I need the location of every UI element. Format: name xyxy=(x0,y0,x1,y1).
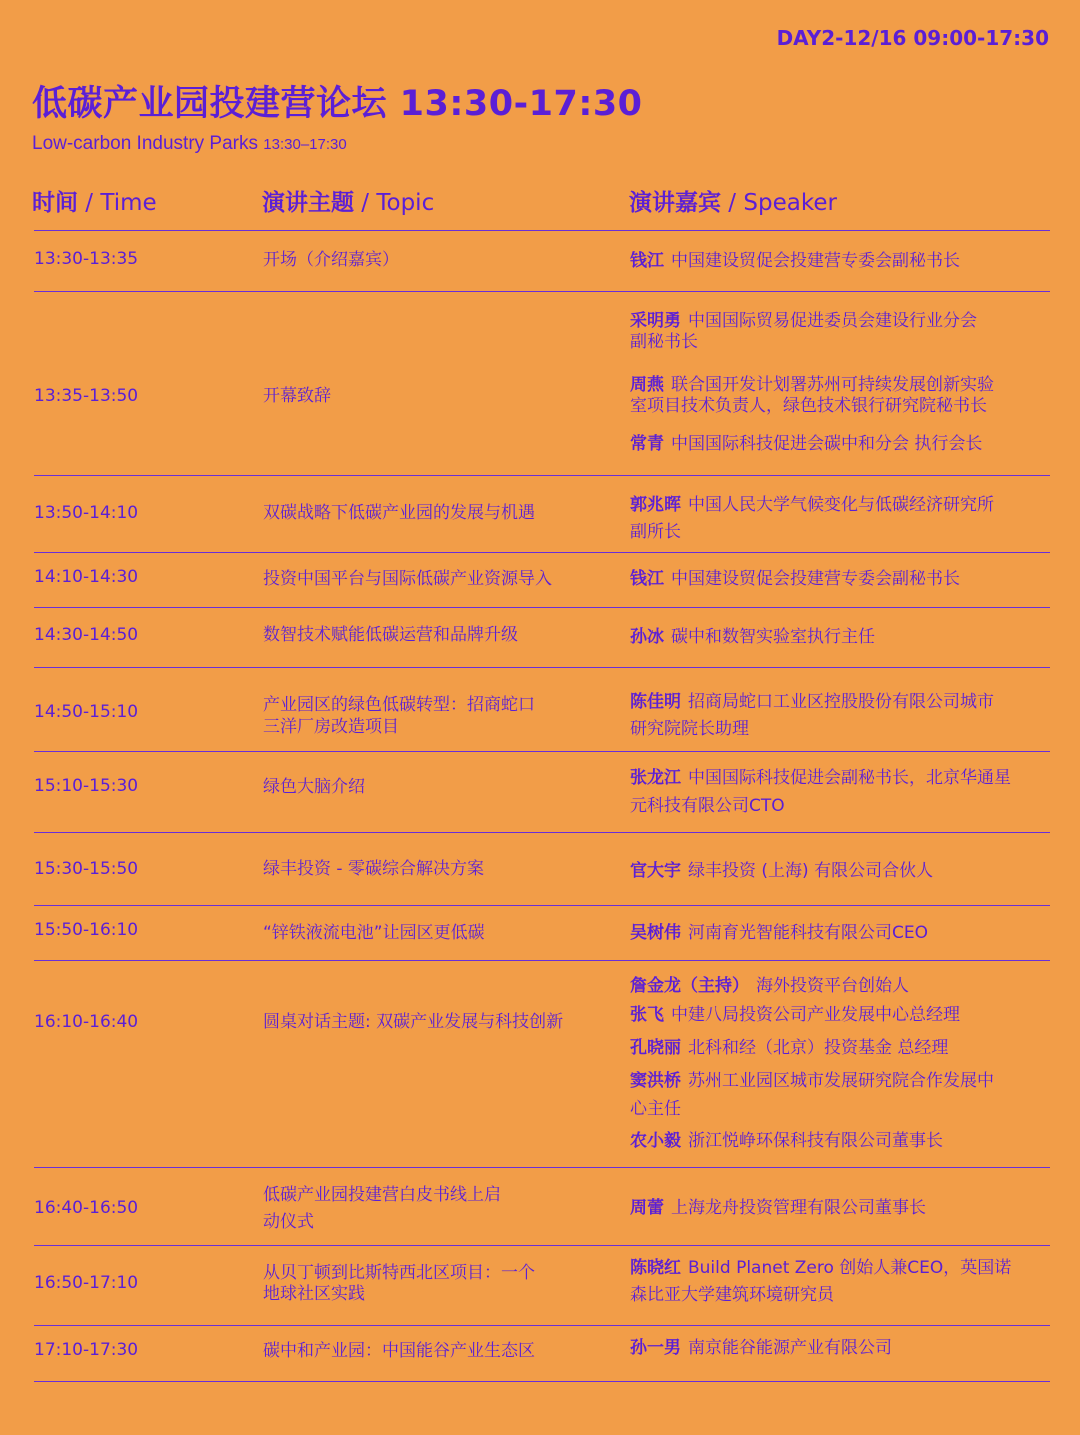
header-time xyxy=(32,184,157,217)
time-cell: 13:30-13:35 xyxy=(34,249,139,269)
speaker-title: 浙江悦峥环保科技有限公司董事长 xyxy=(688,1131,943,1151)
subtitle-time: 13:30–17:30 xyxy=(263,136,347,153)
speaker-name: 陈佳明 xyxy=(630,692,681,712)
speaker-cell xyxy=(630,922,928,944)
row-divider xyxy=(34,832,1050,833)
speaker-title: 中建八局投资公司产业发展中心总经理 xyxy=(671,1005,960,1025)
time-cell: 16:10-16:40 xyxy=(34,1012,139,1032)
topic-cell: 数智技术赋能低碳运营和品牌升级 xyxy=(263,625,518,645)
speaker-title: 北科和经（北京）投资基金 总经理 xyxy=(688,1038,949,1058)
speaker-title: 元科技有限公司CTO xyxy=(630,796,785,816)
time-cell: 16:40-16:50 xyxy=(34,1198,139,1218)
speaker-cell xyxy=(630,1130,943,1152)
speaker-title: 副秘书长 xyxy=(630,332,698,352)
speaker-cell xyxy=(630,795,785,817)
speaker-title: 中国国际科技促进会碳中和分会 执行会长 xyxy=(671,434,983,454)
speaker-title: Build Planet Zero 创始人兼CEO，英国诺 xyxy=(688,1258,1012,1278)
time-cell: 13:35-13:50 xyxy=(34,386,139,406)
speaker-cell xyxy=(630,1098,681,1120)
page-title: 低碳产业园投建营论坛 13:30-17:30 xyxy=(32,84,643,124)
speaker-name: 周燕 xyxy=(630,375,664,395)
speaker-title: 副所长 xyxy=(630,522,681,542)
row-divider xyxy=(34,552,1050,553)
speaker-cell xyxy=(630,1257,1011,1279)
row-divider xyxy=(34,475,1050,476)
speaker-title: 中国国际贸易促进委员会建设行业分会 xyxy=(688,311,977,331)
row-divider xyxy=(34,1381,1050,1382)
speaker-title: 中国人民大学气候变化与低碳经济研究所 xyxy=(688,495,994,515)
speaker-title: 研究院院长助理 xyxy=(630,719,749,739)
speaker-title: 中国国际科技促进会副秘书长，北京华通星 xyxy=(688,768,1011,788)
speaker-cell xyxy=(630,1197,926,1219)
row-divider xyxy=(34,905,1050,906)
speaker-title: 碳中和数智实验室执行主任 xyxy=(671,627,875,647)
speaker-title: 中国建设贸促会投建营专委会副秘书长 xyxy=(671,251,960,271)
speaker-cell xyxy=(630,767,1011,789)
page-subtitle xyxy=(32,133,347,155)
speaker-name: 常青 xyxy=(630,434,664,454)
speaker-name: 郭兆晖 xyxy=(630,495,681,515)
speaker-cell xyxy=(630,691,994,713)
day-label: DAY2-12/16 09:00-17:30 xyxy=(776,26,1049,50)
speaker-cell xyxy=(630,374,994,396)
topic-cell: 双碳战略下低碳产业园的发展与机遇 xyxy=(263,503,535,523)
topic-cell: “锌铁液流电池”让园区更低碳 xyxy=(263,923,485,943)
speaker-cell xyxy=(630,718,749,740)
speaker-cell xyxy=(630,521,681,543)
speaker-title: 上海龙舟投资管理有限公司董事长 xyxy=(671,1198,926,1218)
speaker-name: 陈晓红 xyxy=(630,1258,681,1278)
speaker-cell xyxy=(630,626,875,648)
speaker-cell xyxy=(630,395,987,417)
speaker-cell xyxy=(630,331,698,353)
topic-cell: 开场（介绍嘉宾） xyxy=(263,250,399,270)
speaker-name: 张飞 xyxy=(630,1005,664,1025)
speaker-name: 钱江 xyxy=(630,569,664,589)
header-topic-cn: 演讲主题 xyxy=(262,190,354,216)
speaker-title: 心主任 xyxy=(630,1099,681,1119)
speaker-title: 海外投资平台创始人 xyxy=(756,976,909,996)
topic-cell: 动仪式 xyxy=(263,1212,314,1232)
topic-cell: 投资中国平台与国际低碳产业资源导入 xyxy=(263,569,552,589)
speaker-cell xyxy=(630,568,960,590)
row-divider xyxy=(34,291,1050,292)
speaker-title: 室项目技术负责人，绿色技术银行研究院秘书长 xyxy=(630,396,987,416)
topic-cell: 碳中和产业园：中国能谷产业生态区 xyxy=(263,1341,535,1361)
header-speaker-cn: 演讲嘉宾 xyxy=(629,190,721,216)
header-topic-en: / Topic xyxy=(354,190,435,216)
speaker-title: 苏州工业园区城市发展研究院合作发展中 xyxy=(688,1071,994,1091)
speaker-name: 周蕾 xyxy=(630,1198,664,1218)
speaker-cell xyxy=(630,310,977,332)
speaker-name: 吴树伟 xyxy=(630,923,681,943)
topic-cell: 产业园区的绿色低碳转型：招商蛇口 xyxy=(263,695,535,715)
header-time-cn: 时间 xyxy=(32,190,78,216)
header-time-en: / Time xyxy=(78,190,157,216)
speaker-name: 官大宇 xyxy=(630,861,681,881)
time-cell: 15:50-16:10 xyxy=(34,920,139,940)
speaker-cell xyxy=(630,1284,834,1306)
row-divider xyxy=(34,1167,1050,1168)
time-cell: 14:30-14:50 xyxy=(34,625,139,645)
row-divider xyxy=(34,960,1050,961)
time-cell: 14:50-15:10 xyxy=(34,702,139,722)
header-speaker-en: / Speaker xyxy=(721,190,837,216)
topic-cell: 三洋厂房改造项目 xyxy=(263,717,399,737)
speaker-name: 采明勇 xyxy=(630,311,681,331)
row-divider xyxy=(34,751,1050,752)
speaker-name: 孔晓丽 xyxy=(630,1038,681,1058)
topic-cell: 低碳产业园投建营白皮书线上启 xyxy=(263,1185,501,1205)
row-divider xyxy=(34,607,1050,608)
speaker-name: 农小毅 xyxy=(630,1131,681,1151)
speaker-name: 钱江 xyxy=(630,251,664,271)
speaker-cell xyxy=(630,1037,948,1059)
row-divider xyxy=(34,230,1050,231)
time-cell: 13:50-14:10 xyxy=(34,503,139,523)
speaker-name: 窦洪桥 xyxy=(630,1071,681,1091)
speaker-cell xyxy=(630,433,982,455)
topic-cell: 开幕致辞 xyxy=(263,386,331,406)
row-divider xyxy=(34,1325,1050,1326)
speaker-name: 张龙江 xyxy=(630,768,681,788)
speaker-title: 联合国开发计划署苏州可持续发展创新实验 xyxy=(671,375,994,395)
header-topic xyxy=(262,184,434,217)
speaker-title: 河南育光智能科技有限公司CEO xyxy=(688,923,928,943)
time-cell: 17:10-17:30 xyxy=(34,1340,139,1360)
speaker-cell xyxy=(630,860,933,882)
speaker-title: 绿丰投资 (上海) 有限公司合伙人 xyxy=(688,861,934,881)
speaker-cell xyxy=(630,975,909,997)
time-cell: 15:10-15:30 xyxy=(34,776,139,796)
speaker-name: 詹金龙（主持） xyxy=(630,976,749,996)
speaker-title: 森比亚大学建筑环境研究员 xyxy=(630,1285,834,1305)
speaker-cell xyxy=(630,250,960,272)
topic-cell: 绿丰投资 - 零碳综合解决方案 xyxy=(263,859,484,879)
row-divider xyxy=(34,1245,1050,1246)
speaker-cell xyxy=(630,1070,994,1092)
topic-cell: 圆桌对话主题: 双碳产业发展与科技创新 xyxy=(263,1012,564,1032)
speaker-title: 招商局蛇口工业区控股股份有限公司城市 xyxy=(688,692,994,712)
speaker-name: 孙冰 xyxy=(630,627,664,647)
speaker-title: 南京能谷能源产业有限公司 xyxy=(688,1338,892,1358)
speaker-cell xyxy=(630,1337,892,1359)
topic-cell: 从贝丁顿到比斯特西北区项目：一个 xyxy=(263,1263,535,1283)
topic-cell: 绿色大脑介绍 xyxy=(263,777,365,797)
subtitle-name: Low-carbon Industry Parks xyxy=(32,133,258,154)
speaker-cell xyxy=(630,494,994,516)
speaker-title: 中国建设贸促会投建营专委会副秘书长 xyxy=(671,569,960,589)
speaker-cell xyxy=(630,1004,960,1026)
speaker-name: 孙一男 xyxy=(630,1338,681,1358)
header-speaker xyxy=(629,184,837,217)
time-cell: 14:10-14:30 xyxy=(34,567,139,587)
time-cell: 16:50-17:10 xyxy=(34,1273,139,1293)
topic-cell: 地球社区实践 xyxy=(263,1284,365,1304)
row-divider xyxy=(34,667,1050,668)
time-cell: 15:30-15:50 xyxy=(34,859,139,879)
